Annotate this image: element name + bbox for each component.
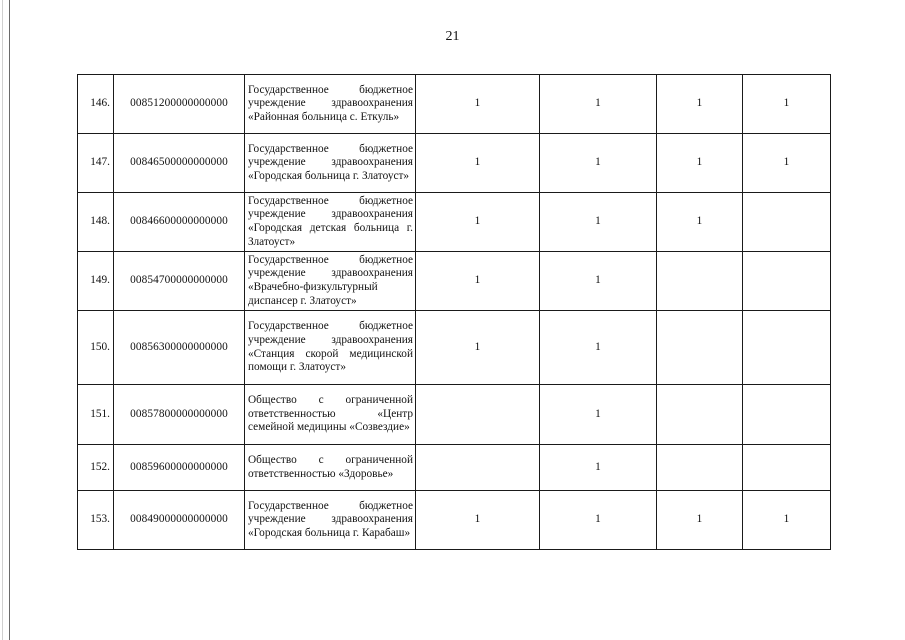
table-row — [78, 75, 831, 134]
value-cell — [657, 385, 743, 445]
organization-name: Государственное бюджетное учреждение здравоохранения «Городская больница г. Карабаш» — [245, 491, 416, 550]
value-cell: 1 — [416, 193, 540, 252]
organization-name: Общество с ограниченной ответственностью «Центр семейной медицины «Созвездие» — [245, 385, 416, 445]
value-cell: 1 — [540, 311, 657, 385]
value-cell — [657, 445, 743, 491]
value-cell: 1 — [743, 134, 831, 193]
table-row — [78, 491, 831, 550]
registry-code: 00849000000000000 — [114, 491, 245, 550]
scan-edge — [9, 0, 10, 640]
table-row — [78, 134, 831, 193]
value-cell: 1 — [416, 252, 540, 311]
value-cell — [743, 385, 831, 445]
organization-name: Государственное бюджетное учреждение здравоохранения «Районная больница с. Еткуль» — [245, 75, 416, 134]
value-cell: 1 — [540, 75, 657, 134]
value-cell: 1 — [416, 311, 540, 385]
organization-name: Государственное бюджетное учреждение здравоохранения «Городская больница г. Златоуст» — [245, 134, 416, 193]
value-cell — [743, 311, 831, 385]
scan-edge — [2, 0, 3, 640]
value-cell: 1 — [540, 252, 657, 311]
value-cell — [743, 445, 831, 491]
value-cell — [657, 252, 743, 311]
organization-name: Общество с ограниченной ответственностью «Здоровье» — [245, 445, 416, 491]
registry-code: 00856300000000000 — [114, 311, 245, 385]
value-cell: 1 — [416, 491, 540, 550]
organization-name: Государственное бюджетное учреждение здравоохранения «Городская детская больница г. Златоуст» — [245, 193, 416, 252]
table-row — [78, 311, 831, 385]
row-number: 151. — [78, 385, 114, 445]
table-row — [78, 252, 831, 311]
registry-code: 00854700000000000 — [114, 252, 245, 311]
value-cell: 1 — [540, 193, 657, 252]
row-number: 148. — [78, 193, 114, 252]
table-row — [78, 193, 831, 252]
registry-code: 00846500000000000 — [114, 134, 245, 193]
value-cell: 1 — [416, 75, 540, 134]
value-cell: 1 — [416, 134, 540, 193]
row-number: 152. — [78, 445, 114, 491]
registry-code: 00859600000000000 — [114, 445, 245, 491]
registry-table — [77, 74, 831, 550]
value-cell: 1 — [540, 491, 657, 550]
row-number: 149. — [78, 252, 114, 311]
value-cell: 1 — [657, 134, 743, 193]
organization-name: Государственное бюджетное учреждение здравоохранения «Станция скорой медицинской помощи г. Златоуст» — [245, 311, 416, 385]
value-cell: 1 — [540, 445, 657, 491]
value-cell: 1 — [657, 75, 743, 134]
value-cell — [416, 385, 540, 445]
row-number: 150. — [78, 311, 114, 385]
value-cell: 1 — [657, 491, 743, 550]
value-cell: 1 — [657, 193, 743, 252]
value-cell: 1 — [540, 134, 657, 193]
value-cell: 1 — [743, 75, 831, 134]
value-cell — [416, 445, 540, 491]
table-row — [78, 445, 831, 491]
table-row — [78, 385, 831, 445]
row-number: 153. — [78, 491, 114, 550]
organization-name: Государственное бюджетное учреждение здравоохранения «Врачебно-физкультурный диспансер г. Златоуст» — [245, 252, 416, 311]
registry-code: 00851200000000000 — [114, 75, 245, 134]
value-cell — [657, 311, 743, 385]
row-number: 147. — [78, 134, 114, 193]
registry-code: 00857800000000000 — [114, 385, 245, 445]
row-number: 146. — [78, 75, 114, 134]
value-cell: 1 — [743, 491, 831, 550]
registry-code: 00846600000000000 — [114, 193, 245, 252]
value-cell — [743, 252, 831, 311]
value-cell: 1 — [540, 385, 657, 445]
value-cell — [743, 193, 831, 252]
page-number: 21 — [445, 29, 460, 44]
